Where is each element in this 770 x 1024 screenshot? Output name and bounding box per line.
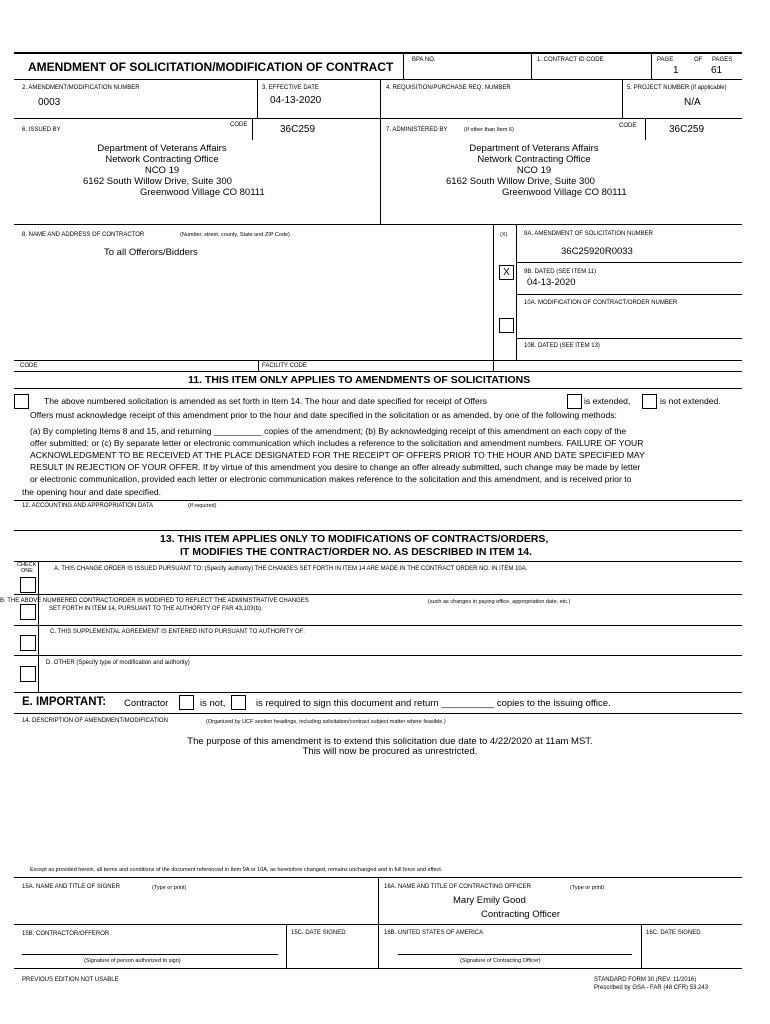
officer-name-label: 16A. NAME AND TITLE OF CONTRACTING OFFICER xyxy=(384,884,531,890)
rule xyxy=(286,924,287,968)
check-one-label: ONE xyxy=(21,568,33,574)
rule xyxy=(14,655,742,656)
page-label: PAGE xyxy=(657,57,674,63)
issued-address-line: Network Contracting Office xyxy=(105,154,219,165)
item11-line2: Offers must acknowledge receipt of this amendment prior to the hour and date specified in the solicitation or as amended, by one of the following methods: xyxy=(30,410,617,420)
admin-code-label: CODE xyxy=(619,123,637,129)
amendment-number-label: 2. AMENDMENT/MODIFICATION NUMBER xyxy=(22,85,140,91)
rule xyxy=(516,224,517,360)
item13-b-note: (such as changes in paying office, appropriation date, etc.) xyxy=(428,599,571,605)
checkbox-10a[interactable] xyxy=(499,318,514,333)
item11-paragraph: offer submitted; or (c) By separate letter or electronic communication which includes a reference to the solicitation and amendment numbers. FAILURE OF YOUR xyxy=(30,438,644,448)
admin-address-line: NCO 19 xyxy=(516,165,552,176)
accounting-note: (If required) xyxy=(188,503,217,509)
officer-name-note: (Type or print) xyxy=(570,885,605,891)
contractor-offeror-label: 15B. CONTRACTOR/OFFEROR xyxy=(22,931,110,937)
check-one-label: CHECK xyxy=(17,562,37,568)
checkbox-13a[interactable] xyxy=(20,577,36,593)
item11-paragraph: RESULT IN REJECTION OF YOUR OFFER. If by virtue of this amendment you desire to change an offer already submitted, such change may be made by letter xyxy=(30,462,641,472)
rule xyxy=(14,79,742,80)
officer-date-label: 16C. DATE SIGNED xyxy=(646,930,701,936)
description-note: (Organized by UCF section headings, including solicitation/contract subject matter where feasible.) xyxy=(206,719,446,725)
rule xyxy=(14,713,742,714)
rule xyxy=(14,561,742,562)
issued-code: 36C259 xyxy=(280,124,316,135)
rule xyxy=(380,79,381,224)
rule xyxy=(516,262,742,263)
issued-address-line: NCO 19 xyxy=(144,165,180,176)
checkbox-is-required[interactable] xyxy=(231,695,246,710)
total-pages: 61 xyxy=(711,65,723,76)
rule xyxy=(14,360,742,361)
form-title: AMENDMENT OF SOLICITATION/MODIFICATION OF CONTRACT xyxy=(28,60,394,74)
description-line: The purpose of this amendment is to extend this solicitation due date to 4/22/2020 at 11am MST. xyxy=(187,736,593,747)
checkbox-13d[interactable] xyxy=(20,666,36,682)
important-rest: is required to sign this document and return __________ copies to the issuing office. xyxy=(256,698,611,709)
of-label: OF xyxy=(694,57,703,63)
effective-date: 04-13-2020 xyxy=(270,95,322,106)
item11-paragraph: or electronic communication, provided each letter or electronic communication makes reference to the solicitation and this amendment, and is received prior to xyxy=(30,474,632,484)
modification-number-label: 10A. MODIFICATION OF CONTRACT/ORDER NUMBER xyxy=(524,300,678,306)
accounting-label: 12. ACCOUNTING AND APPROPRIATION DATA xyxy=(22,503,154,509)
administered-by-label: 7. ADMINISTERED BY xyxy=(386,127,448,133)
rule xyxy=(258,360,259,371)
contractor-signature-caption: (Signature of person authorized to sign) xyxy=(84,958,181,964)
code-label: CODE xyxy=(20,363,38,369)
dated-10b-label: 10B. DATED (SEE ITEM 13) xyxy=(524,343,600,349)
item13-title-line2: IT MODIFIES THE CONTRACT/ORDER NO. AS DESCRIBED IN ITEM 14. xyxy=(180,546,532,558)
rule xyxy=(651,52,652,79)
rule xyxy=(14,625,742,626)
issued-address-line: Greenwood Village CO 80111 xyxy=(140,187,265,198)
rule xyxy=(14,594,742,595)
amendment-number: 0003 xyxy=(38,97,61,108)
item11-paragraph: the opening hour and date specified. xyxy=(22,487,162,497)
footer-prescribed: Prescribed by GSA - FAR (48 CFR) 53.243 xyxy=(594,985,709,991)
dated-9b: 04-13-2020 xyxy=(527,277,576,288)
usa-label: 16B. UNITED STATES OF AMERICA xyxy=(384,930,484,936)
rule xyxy=(645,118,646,140)
rule xyxy=(14,118,742,119)
issued-code-label: CODE xyxy=(230,122,248,128)
rule xyxy=(14,388,742,389)
footer-form-number: STANDARD FORM 30 (REV. 11/2016) xyxy=(594,977,697,983)
except-clause: Except as provided herein, all terms and conditions of the document referenced in Item 9A or 10A, as heretofore changed, remains unchanged and in full force and effect. xyxy=(30,867,443,873)
rule xyxy=(14,500,742,501)
officer-title: Contracting Officer xyxy=(481,909,561,920)
facility-code-label: FACILITY CODE xyxy=(262,363,307,369)
description-label: 14. DESCRIPTION OF AMENDMENT/MODIFICATION xyxy=(22,718,168,724)
item13-c-text: C. THIS SUPPLEMENTAL AGREEMENT IS ENTERED INTO PURSUANT TO AUTHORITY OF: xyxy=(50,629,305,635)
admin-address-line: Greenwood Village CO 80111 xyxy=(502,187,627,198)
requisition-label: 4. REQUISITION/PURCHASE REQ. NUMBER xyxy=(386,85,511,91)
page-number: 1 xyxy=(673,65,679,76)
issued-address-line: Department of Veterans Affairs xyxy=(97,143,227,154)
description-line: This will now be procured as unrestricted. xyxy=(302,746,478,757)
rule xyxy=(403,52,404,79)
officer-signature-caption: (Signature of Contracting Officer) xyxy=(460,958,541,964)
contractor-address-note: (Number, street, county, State and ZIP Code) xyxy=(180,232,290,238)
item11-paragraph: ACKNOWLEDGMENT TO BE RECEIVED AT THE PLACE DESIGNATED FOR THE RECEIPT OF OFFERS PRIOR TO THE HOUR AND DATE SPECIFIED MAY xyxy=(30,450,645,460)
admin-address-line: Department of Veterans Affairs xyxy=(469,143,599,154)
item13-d-text: D. OTHER (Specify type of modification and authority) xyxy=(46,660,190,666)
contract-id-label: 1. CONTRACT ID CODE xyxy=(537,57,604,63)
checkbox-item11[interactable] xyxy=(14,394,29,409)
pages-label: PAGES xyxy=(712,57,733,63)
item11-paragraph: (a) By completing Items 8 and 15, and returning __________ copies of the amendment; (b) By acknowledging receipt of this amendment on each copy of the xyxy=(30,426,627,436)
amendment-solicitation-number: 36C25920R0033 xyxy=(561,246,633,257)
rule xyxy=(257,79,258,118)
signature-line xyxy=(398,954,632,955)
dated-9b-label: 9B. DATED (SEE ITEM 11) xyxy=(524,269,597,275)
administered-by-note: (If other than Item 6) xyxy=(464,127,514,133)
rule xyxy=(252,118,253,140)
admin-address-line: Network Contracting Office xyxy=(477,154,591,165)
checkbox-extended[interactable] xyxy=(567,394,582,409)
rule xyxy=(516,338,742,339)
project-number: N/A xyxy=(684,97,701,108)
important-is-not: is not, xyxy=(200,698,226,709)
checkbox-13c[interactable] xyxy=(20,635,36,651)
admin-code: 36C259 xyxy=(669,124,705,135)
bpa-label: BPA NO. xyxy=(412,57,436,63)
checkbox-is-not[interactable] xyxy=(179,695,194,710)
not-extended-label: is not extended. xyxy=(660,396,721,406)
x-column-label: (X) xyxy=(500,232,508,238)
extended-label: is extended, xyxy=(584,396,631,406)
rule xyxy=(14,530,742,531)
issued-by-label: 6. ISSUED BY xyxy=(22,127,61,133)
officer-name: Mary Emily Good xyxy=(453,895,526,906)
signer-name-label: 15A. NAME AND TITLE OF SIGNER xyxy=(22,884,120,890)
rule xyxy=(14,692,742,693)
signer-name-note: (Type or print) xyxy=(152,885,187,891)
important-label: E. IMPORTANT: xyxy=(22,696,107,708)
rule xyxy=(38,561,39,692)
item13-a-text: A. THIS CHANGE ORDER IS ISSUED PURSUANT TO: (Specify authority) THE CHANGES SET FORTH IN ITEM 14 ARE MADE IN THE CONTRACT ORDER NO. IN ITEM 10A. xyxy=(54,566,528,572)
rule xyxy=(641,924,642,968)
rule xyxy=(14,968,742,969)
item13-title-line1: 13. THIS ITEM APPLIES ONLY TO MODIFICATIONS OF CONTRACTS/ORDERS, xyxy=(160,533,549,545)
item11-line1: The above numbered solicitation is amended as set forth in Item 14. The hour and date specified for receipt of Offers xyxy=(44,396,487,406)
rule xyxy=(493,224,494,371)
rule xyxy=(14,52,742,54)
effective-date-label: 3. EFFECTIVE DATE xyxy=(262,85,319,91)
contractor-date-label: 15C. DATE SIGNED xyxy=(291,930,346,936)
rule xyxy=(516,294,742,295)
checkbox-13b[interactable] xyxy=(20,604,36,620)
rule xyxy=(14,371,742,372)
rule xyxy=(378,877,379,968)
project-number-label: 5. PROJECT NUMBER (if applicable) xyxy=(627,85,727,91)
issued-address-line: 6162 South Willow Drive, Suite 300 xyxy=(83,176,232,187)
item13-b-text: B. THE ABOVE NUMBERED CONTRACT/ORDER IS MODIFIED TO REFLECT THE ADMINISTRATIVE CHANGES xyxy=(0,598,309,604)
important-contractor: Contractor xyxy=(124,698,169,709)
admin-address-line: 6162 South Willow Drive, Suite 300 xyxy=(446,176,595,187)
item11-title: 11. THIS ITEM ONLY APPLIES TO AMENDMENTS OF SOLICITATIONS xyxy=(188,374,531,386)
checkbox-not-extended[interactable] xyxy=(642,394,657,409)
footer-left: PREVIOUS EDITION NOT USABLE xyxy=(22,977,119,983)
rule xyxy=(14,224,742,225)
rule xyxy=(531,52,532,79)
contractor-address: To all Offerors/Bidders xyxy=(104,247,198,258)
rule xyxy=(622,79,623,118)
amendment-solicitation-label: 9A. AMENDMENT OF SOLICITATION NUMBER xyxy=(524,231,654,237)
checkbox-9b[interactable]: X xyxy=(499,265,514,280)
contractor-address-label: 8. NAME AND ADDRESS OF CONTRACTOR xyxy=(22,232,145,238)
item13-b-text: SET FORTH IN ITEM 14, PURSUANT TO THE AUTHORITY OF FAR 43.103(b). xyxy=(49,606,263,612)
signature-line xyxy=(22,954,278,955)
